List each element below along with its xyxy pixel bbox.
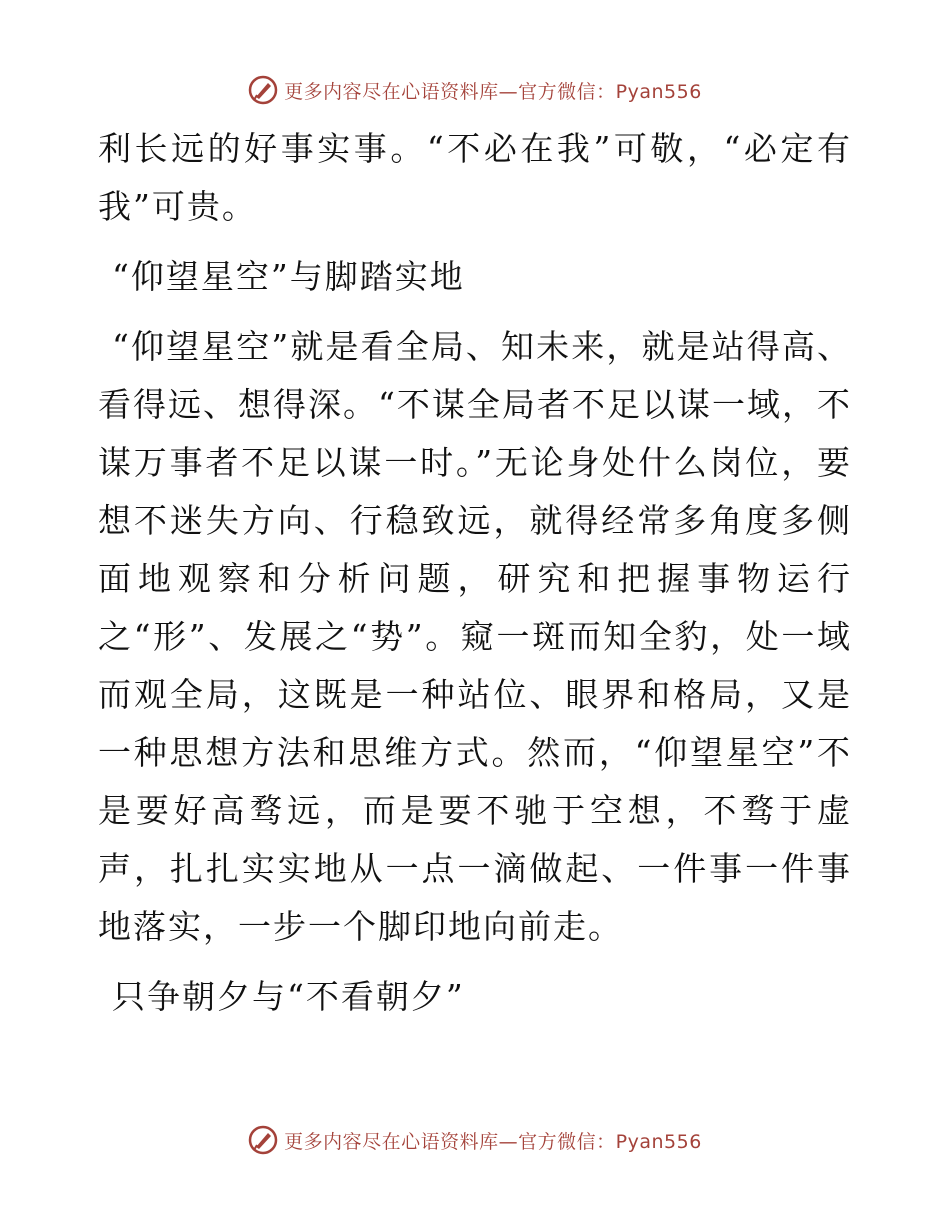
- section-heading-stargazing: “仰望星空”与脚踏实地: [112, 257, 465, 296]
- quill-logo-icon: [248, 1125, 278, 1155]
- quill-logo-icon: [248, 75, 278, 105]
- header-watermark: [0, 72, 950, 108]
- footer-watermark: [0, 1122, 950, 1158]
- watermark-text: 更多内容尽在心语资料库—官方微信：Pyan556: [284, 1130, 702, 1153]
- paragraph-continuation: 利长远的好事实事。“不必在我”可敬，“必定有我”可贵。: [98, 129, 852, 226]
- paragraph-stargazing: “仰望星空”就是看全局、知未来，就是站得高、看得远、想得深。“不谋全局者不足以谋一域，不谋万事者不足以谋一时。”无论身处什么岗位，要想不迷失方向、行稳致远，就得经常多角度多侧面地观察和分析问题，研究和把握事物运行之“形”、发展之“势”。窥一斑而知全豹，处一域而观全局，这既是一种站位、眼界和格局，又是一种思想方法和思维方式。然而，“仰望星空”不是要好高骛远，而是要不驰于空想，不骛于虚声，扎扎实实地从一点一滴做起、一件事一件事地落实，一步一个脚印地向前走。: [98, 327, 852, 946]
- watermark-text: 更多内容尽在心语资料库—官方微信：Pyan556: [284, 80, 702, 103]
- document-body: [98, 120, 852, 1026]
- section-heading-seize-the-day: 只争朝夕与“不看朝夕”: [112, 977, 465, 1016]
